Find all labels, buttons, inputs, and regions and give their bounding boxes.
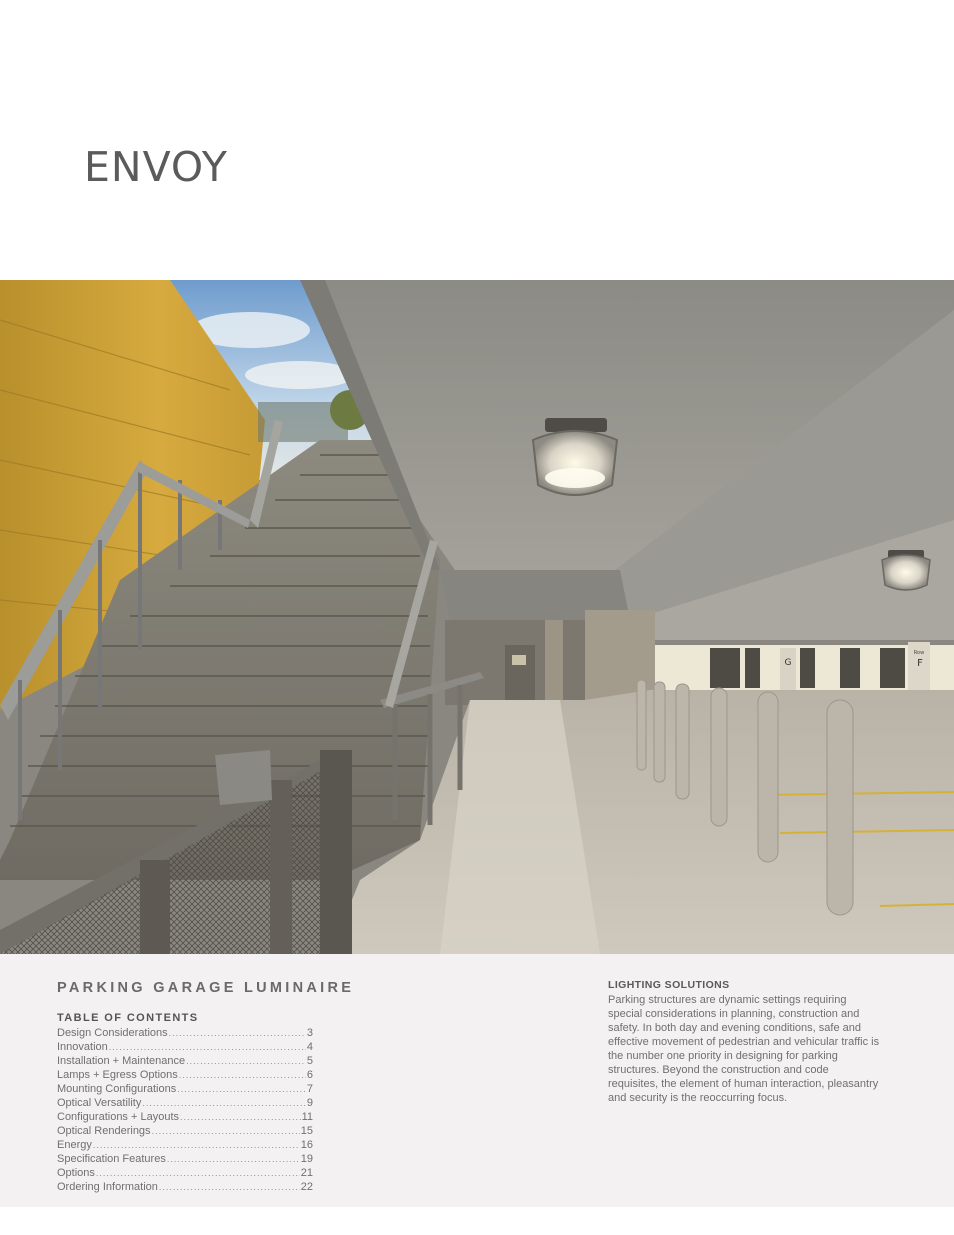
toc-leader	[96, 1166, 300, 1180]
toc-item-page: 9	[306, 1097, 313, 1109]
garage-sign-f: F	[917, 658, 923, 669]
table-of-contents	[57, 1026, 313, 1194]
garage-sign-g: G	[784, 658, 792, 668]
toc-item[interactable]	[57, 1138, 313, 1152]
toc-item-label: Optical Versatility	[57, 1097, 142, 1109]
toc-item[interactable]	[57, 1152, 313, 1166]
toc-item-page: 21	[300, 1167, 313, 1179]
toc-leader	[180, 1110, 301, 1124]
toc-item-label: Mounting Configurations	[57, 1083, 177, 1095]
hero-photo-parking-garage	[0, 280, 954, 954]
toc-item-page: 5	[306, 1055, 313, 1067]
toc-item[interactable]	[57, 1180, 313, 1194]
toc-leader	[109, 1040, 306, 1054]
toc-item-label: Specification Features	[57, 1153, 166, 1165]
toc-item-page: 19	[300, 1153, 313, 1165]
toc-item-label: Lamps + Egress Options	[57, 1069, 178, 1081]
toc-leader	[142, 1096, 306, 1110]
toc-leader	[93, 1138, 300, 1152]
luminaire-near	[533, 418, 617, 495]
toc-item-page: 15	[300, 1125, 313, 1137]
toc-item-page: 22	[300, 1181, 313, 1193]
garage-sign-row: Row	[913, 650, 925, 656]
toc-item[interactable]	[57, 1040, 313, 1054]
toc-item-page: 4	[306, 1041, 313, 1053]
toc-leader	[186, 1054, 306, 1068]
toc-item-page: 11	[301, 1111, 313, 1123]
toc-leader	[169, 1026, 306, 1040]
toc-leader	[179, 1068, 306, 1082]
toc-item-label: Optical Renderings	[57, 1125, 151, 1137]
toc-leader	[167, 1152, 300, 1166]
toc-item-page: 16	[300, 1139, 313, 1151]
toc-item-label: Configurations + Layouts	[57, 1111, 179, 1123]
toc-item-label: Energy	[57, 1139, 92, 1151]
toc-item-label: Ordering Information	[57, 1181, 158, 1193]
toc-item-label: Options	[57, 1167, 95, 1179]
document-subtitle: PARKING GARAGE LUMINAIRE	[57, 980, 355, 996]
toc-leader	[177, 1082, 306, 1096]
toc-item-label: Innovation	[57, 1041, 108, 1053]
toc-item-page: 7	[306, 1083, 313, 1095]
toc-item-label: Design Considerations	[57, 1027, 168, 1039]
luminaire-far	[882, 550, 930, 590]
toc-heading: TABLE OF CONTENTS	[57, 1012, 199, 1024]
toc-item-page: 3	[306, 1027, 313, 1039]
toc-item[interactable]	[57, 1054, 313, 1068]
toc-item[interactable]	[57, 1166, 313, 1180]
document-title: ENVOY	[84, 143, 228, 192]
toc-item-page: 6	[306, 1069, 313, 1081]
toc-leader	[159, 1180, 300, 1194]
toc-leader	[152, 1124, 300, 1138]
toc-item[interactable]	[57, 1124, 313, 1138]
lighting-solutions-body: Parking structures are dynamic settings requiring special considerations in planning, construction and safety. In both day and evening conditions, safe and effective movement of pedestrian and vehicular traffic is the number one priority in designing for parking structures. Beyond the construction and code requisites, the element of human interaction, pleasantry and security is the reoccurring focus.	[608, 994, 880, 1104]
lighting-solutions-heading: LIGHTING SOLUTIONS	[608, 979, 730, 991]
toc-item[interactable]	[57, 1096, 313, 1110]
toc-item[interactable]	[57, 1082, 313, 1096]
toc-item[interactable]	[57, 1068, 313, 1082]
toc-item[interactable]	[57, 1110, 313, 1124]
toc-item-label: Installation + Maintenance	[57, 1055, 186, 1067]
toc-item[interactable]	[57, 1026, 313, 1040]
